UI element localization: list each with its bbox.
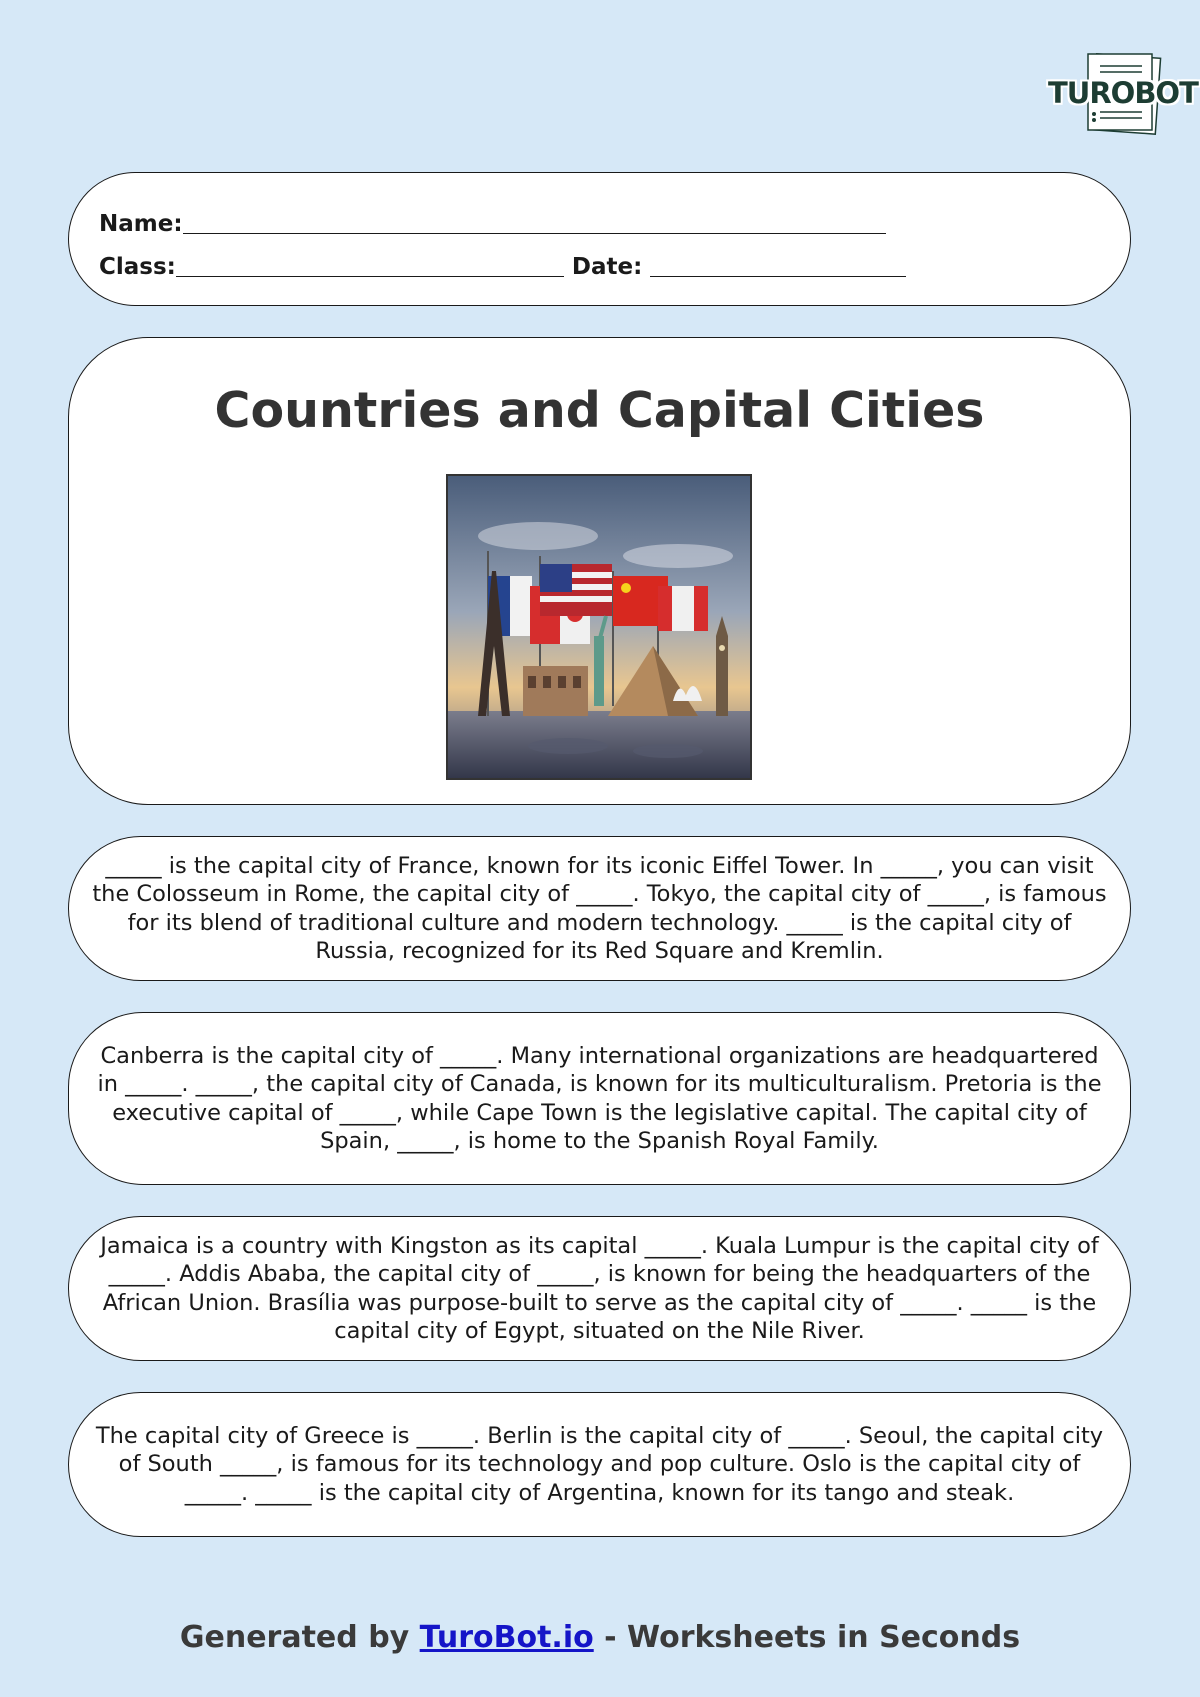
title-card: [68, 337, 1131, 805]
class-date-row: [99, 254, 906, 280]
paragraph-3: Jamaica is a country with Kingston as its capital _____. Kuala Lumpur is the capital city of _____. Addis Ababa, the capital city of _____, is known for being the headquarters of the African Union. Brasília was purpose-built to serve as the capital city of _____. _____ is the capital city of Egypt, situated on the Nile River.: [100, 1232, 1099, 1344]
landmarks-and-flags-illustration: [446, 474, 752, 780]
date-label: Date:: [571, 254, 643, 280]
paragraph-card-2: [68, 1012, 1131, 1185]
paragraph-card-4: [68, 1392, 1131, 1537]
logo-text: TUROBOT: [1048, 76, 1198, 110]
paragraph-card-3: [68, 1216, 1131, 1361]
footer-suffix: - Worksheets in Seconds: [593, 1620, 1021, 1655]
footer-prefix: Generated by: [179, 1620, 420, 1655]
turobot-logo: [1044, 52, 1198, 136]
paragraph-2: Canberra is the capital city of _____. Many international organizations are headquartered in _____. _____, the capital city of Canada, is known for its multiculturalism. Pretoria is the executive capital of _____, while Cape Town is the legislative capital. The capital city of Spain, _____, is home to the Spanish Royal Family.: [97, 1042, 1102, 1154]
name-field[interactable]: [99, 211, 886, 237]
paragraph-1: _____ is the capital city of France, known for its iconic Eiffel Tower. In _____, you can visit the Colosseum in Rome, the capital city of _____. Tokyo, the capital city of _____, is famous for its blend of traditional culture and modern technology. _____ is the capital city of Russia, recognized for its Red Square and Kremlin.: [92, 852, 1107, 964]
name-line[interactable]: [183, 232, 886, 234]
turobot-link[interactable]: TuroBot.io: [419, 1620, 594, 1655]
student-info-card: [68, 172, 1131, 306]
class-line[interactable]: [176, 275, 564, 277]
footer: [0, 1620, 1200, 1655]
worksheet-title: Countries and Capital Cities: [214, 382, 985, 439]
date-line[interactable]: [650, 275, 906, 277]
name-label: Name:: [99, 211, 183, 237]
paragraph-4: The capital city of Greece is _____. Berlin is the capital city of _____. Seoul, the capital city of South _____, is famous for its technology and pop culture. Oslo is the capital city of _____. _____ is the capital city of Argentina, known for its tango and steak.: [95, 1422, 1104, 1506]
paragraph-card-1: [68, 836, 1131, 981]
class-label: Class:: [99, 254, 176, 280]
